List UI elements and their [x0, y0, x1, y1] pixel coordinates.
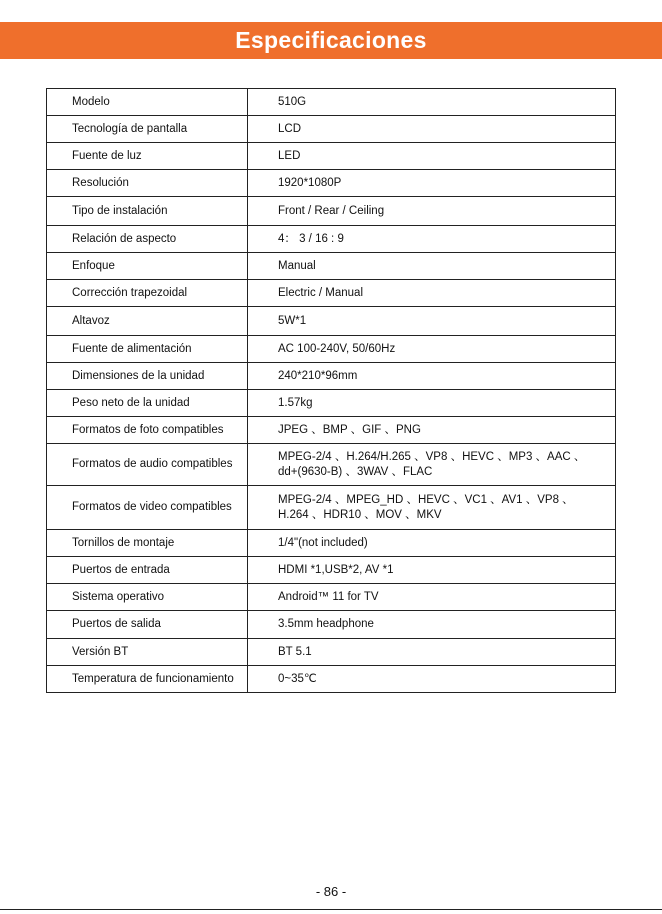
spec-label: Formatos de video compatibles: [47, 486, 248, 530]
spec-value: Electric / Manual: [248, 280, 616, 307]
spec-value: 1/4"(not included): [248, 530, 616, 557]
table-row: [47, 639, 616, 666]
spec-label: Fuente de luz: [47, 143, 248, 170]
page-number: - 86 -: [315, 884, 347, 899]
spec-value: Manual: [248, 253, 616, 280]
spec-label: Sistema operativo: [47, 584, 248, 611]
spec-label: Tornillos de montaje: [47, 530, 248, 557]
spec-label: Relación de aspecto: [47, 226, 248, 253]
spec-value: BT 5.1: [248, 639, 616, 666]
spec-label: Dimensiones de la unidad: [47, 363, 248, 390]
table-row: [47, 444, 616, 486]
specifications-table: [46, 88, 616, 693]
table-row: [47, 611, 616, 639]
spec-label: Formatos de foto compatibles: [47, 417, 248, 444]
table-row: [47, 486, 616, 530]
spec-label: Peso neto de la unidad: [47, 390, 248, 417]
table-row: [47, 307, 616, 336]
spec-label: Formatos de audio compatibles: [47, 444, 248, 486]
page-title: Especificaciones: [235, 27, 427, 53]
spec-label: Versión BT: [47, 639, 248, 666]
spec-value: LED: [248, 143, 616, 170]
spec-value: HDMI *1,USB*2, AV *1: [248, 557, 616, 584]
spec-label: Modelo: [47, 89, 248, 116]
spec-value: JPEG 、BMP 、GIF 、PNG: [248, 417, 616, 444]
table-row: [47, 336, 616, 363]
bottom-divider: [0, 909, 662, 910]
spec-value-line-2: H.264 、HDR10 、MOV 、MKV: [278, 508, 442, 521]
table-row: [47, 584, 616, 611]
spec-label: Resolución: [47, 170, 248, 197]
spec-value: 4： 3 / 16 : 9: [248, 226, 616, 253]
spec-value: AC 100-240V, 50/60Hz: [248, 336, 616, 363]
spec-value-line-1: MPEG-2/4 、MPEG_HD 、HEVC 、VC1 、AV1 、VP8 、: [278, 493, 574, 506]
table-row: [47, 417, 616, 444]
table-row: [47, 557, 616, 584]
table-row: [47, 89, 616, 116]
spec-value: 0~35℃: [248, 666, 616, 693]
table-row: [47, 530, 616, 557]
spec-value: 1920*1080P: [248, 170, 616, 197]
spec-label: Tipo de instalación: [47, 197, 248, 226]
spec-value-cell: [248, 444, 616, 486]
spec-value: 240*210*96mm: [248, 363, 616, 390]
spec-value-line-1: MPEG-2/4 、H.264/H.265 、VP8 、HEVC 、MP3 、AAC 、: [278, 450, 586, 463]
spec-label: Puertos de entrada: [47, 557, 248, 584]
table-row: [47, 363, 616, 390]
table-row: [47, 170, 616, 197]
spec-label: Fuente de alimentación: [47, 336, 248, 363]
spec-value-cell: [248, 486, 616, 530]
spec-label: Enfoque: [47, 253, 248, 280]
spec-value: Front / Rear / Ceiling: [248, 197, 616, 226]
table-row: [47, 666, 616, 693]
table-row: [47, 226, 616, 253]
spec-value: 510G: [248, 89, 616, 116]
table-row: [47, 280, 616, 307]
spec-value: 5W*1: [248, 307, 616, 336]
spec-label: Temperatura de funcionamiento: [47, 666, 248, 693]
table-row: [47, 390, 616, 417]
table-row: [47, 253, 616, 280]
table-row: [47, 116, 616, 143]
spec-label: Tecnología de pantalla: [47, 116, 248, 143]
table-row: [47, 143, 616, 170]
spec-value: 1.57kg: [248, 390, 616, 417]
spec-value: Android™ 11 for TV: [248, 584, 616, 611]
title-banner: [0, 22, 662, 59]
spec-value: 3.5mm headphone: [248, 611, 616, 639]
spec-label: Corrección trapezoidal: [47, 280, 248, 307]
spec-label: Altavoz: [47, 307, 248, 336]
table-row: [47, 197, 616, 226]
spec-label: Puertos de salida: [47, 611, 248, 639]
spec-value-line-2: dd+(9630-B) 、3WAV 、FLAC: [278, 465, 433, 478]
spec-value: LCD: [248, 116, 616, 143]
